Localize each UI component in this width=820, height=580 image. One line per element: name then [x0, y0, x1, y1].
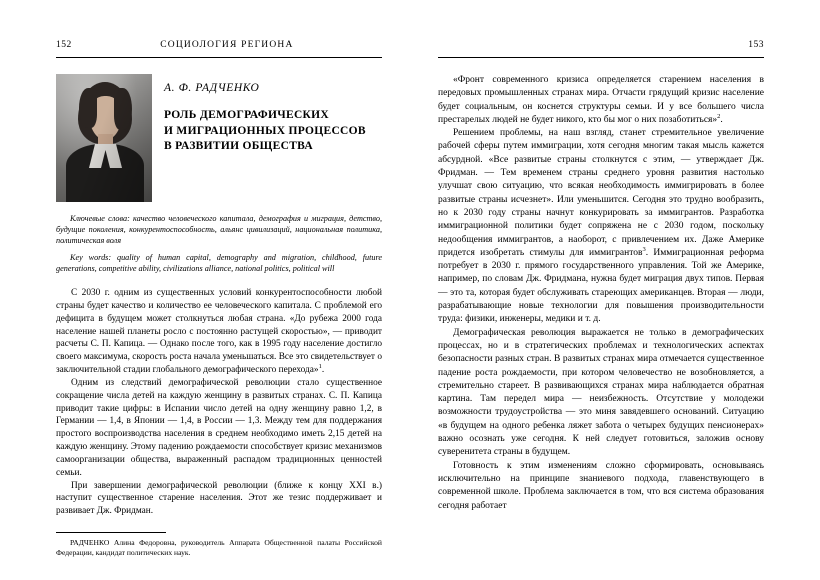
author-block [56, 74, 382, 202]
paragraph: Готовность к этим изменениям сложно сформировать, основываясь исключительно на принципе знаниевого подхода, главенствующего в современной школе. Проблема заключается в том, что вся система образования сегодня работает [438, 460, 764, 511]
right-header-rule [438, 57, 764, 58]
article-title-line-3: В РАЗВИТИИ ОБЩЕСТВА [164, 140, 314, 153]
right-page [410, 0, 820, 580]
keywords-block [56, 214, 382, 275]
paragraph: Решением проблемы, на наш взгляд, станет стремительное увеличение рабочей сферы путем иммиграции, хотя сегодня многим такая мысль кажется абсурдной. «Все развитые страны столкнутся с этим, — утверждает Дж. Фридман. — Тем временем страны среднего уровня развития настолько улучшат свою ситуацию, что всякая необходимость иммигрировать в более развитые страны исчезнет». Или уменьшится. Сегодня это трудно вообразить, но к 2030 году страны начнут конкурировать за иммигрантов. Разработка иммиграционной политики будет сопряжена не с 2030 годом, поскольку недообщения иммигрантов, а наоборот, с привлечением их. Даже Америке придется изобретать стимулы для иммигрантов$^3$. Иммиграционная реформа потребует в 2030 г. прямого государственного управления. Той же Америке, например, по словам Дж. Фридмана, нужна будет миграция двух типов. Первая — это та, которая будет обслуживать стареющих американцев. Вторая — люди, разрабатывающие новые технологии для повышения производительности труда: физики, инженеры, медики и т. д. [438, 128, 764, 325]
author-photo [56, 74, 152, 202]
left-header-rule [56, 57, 382, 58]
left-running-title: СОЦИОЛОГИЯ РЕГИОНА [160, 40, 294, 50]
right-body-text [438, 74, 764, 513]
article-title-line-2: И МИГРАЦИОННЫХ ПРОЦЕССОВ [164, 124, 366, 137]
article-title [164, 108, 382, 155]
article-title-line-1: РОЛЬ ДЕМОГРАФИЧЕСКИХ [164, 109, 330, 121]
left-body-text [56, 287, 382, 518]
paragraph: «Фронт современного кризиса определяется старением населения в передовых промышленных странах мира. Отчасти грядущий кризис население будет социальным, он коснется структуры семьи. И у все большего числа престарелых людей не будет никого, кто бы мог о них позаботиться»$^2$. [438, 75, 764, 125]
paragraph: Одним из следствий демографической революции стало существенное сокращение числа детей на каждую женщину в развитых странах. С. П. Капица приводит такие цифры: в Испании число детей на одну женщину равно 1,2, в Германии — 1,4, в Японии — 1,4, в России — 1,3. Между тем для поддержания простого воспроизводства населения в среднем необходимо иметь 2,15 детей на каждую женщину. Этому падению рождаемости способствует кризис механизмов самоорганизации общества, выраженный распадом традиционных ценностей семьи. [56, 377, 382, 478]
paragraph: Демографическая революция выражается не только в демографических процессах, но и в стратегических проблемах и технологических аспектах безопасности разных стран. В развитых странах мира отмечается существенное падение роста рождаемости, при котором человечество не возобновляется, а стремительно стареет. В развивающихся странах мира наблюдается обратная картина. Там передел мира — неизбежность. Отсутствие у молодежи возможности трудоустройства — это миня завядевшего оснований. Ситуацию «в будущем на одного ребенка ляжет забота о четырех будущих пенсионерах» важно осознать уже сегодня. К ней следует готовиться, заложив основу суверенитета страны в будущем. [438, 327, 764, 458]
left-running-head [56, 40, 382, 54]
paragraph: При завершении демографической революции (ближе к концу XXI в.) наступит существенное старение населения. Этот же тезис поддерживает и развивает Дж. Фридман. [56, 480, 382, 517]
right-running-head [438, 40, 764, 54]
right-folio: 153 [748, 40, 764, 50]
keywords-english: Key words: quality of human capital, demography and migration, childhood, future generations, competitive ability, civilizations alliance, national politics, political will [56, 253, 382, 274]
footnote-rule [56, 532, 166, 533]
author-name: А. Ф. РАДЧЕНКО [164, 82, 260, 94]
author-heading-side [164, 74, 382, 202]
paragraph: С 2030 г. одним из существенных условий конкурентоспособности любой страны будет качество и количество ее человеческого капитала. С проблемой его дефицита в будущем может столкнуться любая страна. «До рубежа 2000 года население нашей планеты росло с постоянно растущей скоростью», — приводит расчеты С. П. Капица. — Однако после того, как в 1995 году население достигло своего максимума, скорость роста начала уменьшаться. Все это свидетельствует о заключительной стадии глобального демографического перехода»$^1$. [56, 288, 382, 376]
keywords-russian: Ключевые слова: качество человеческого капитала, демография и миграция, детство, будущие поколения, конкурентоспособность, альянс цивилизаций, национальная политика, политическая воля [56, 214, 382, 245]
footnote-text: РАДЧЕНКО Алина Федоровна, руководитель Аппарата Общественной палаты Российской Федерации, кандидат политических наук. [56, 537, 382, 557]
left-folio: 152 [56, 40, 72, 50]
author-footnote [56, 532, 382, 558]
